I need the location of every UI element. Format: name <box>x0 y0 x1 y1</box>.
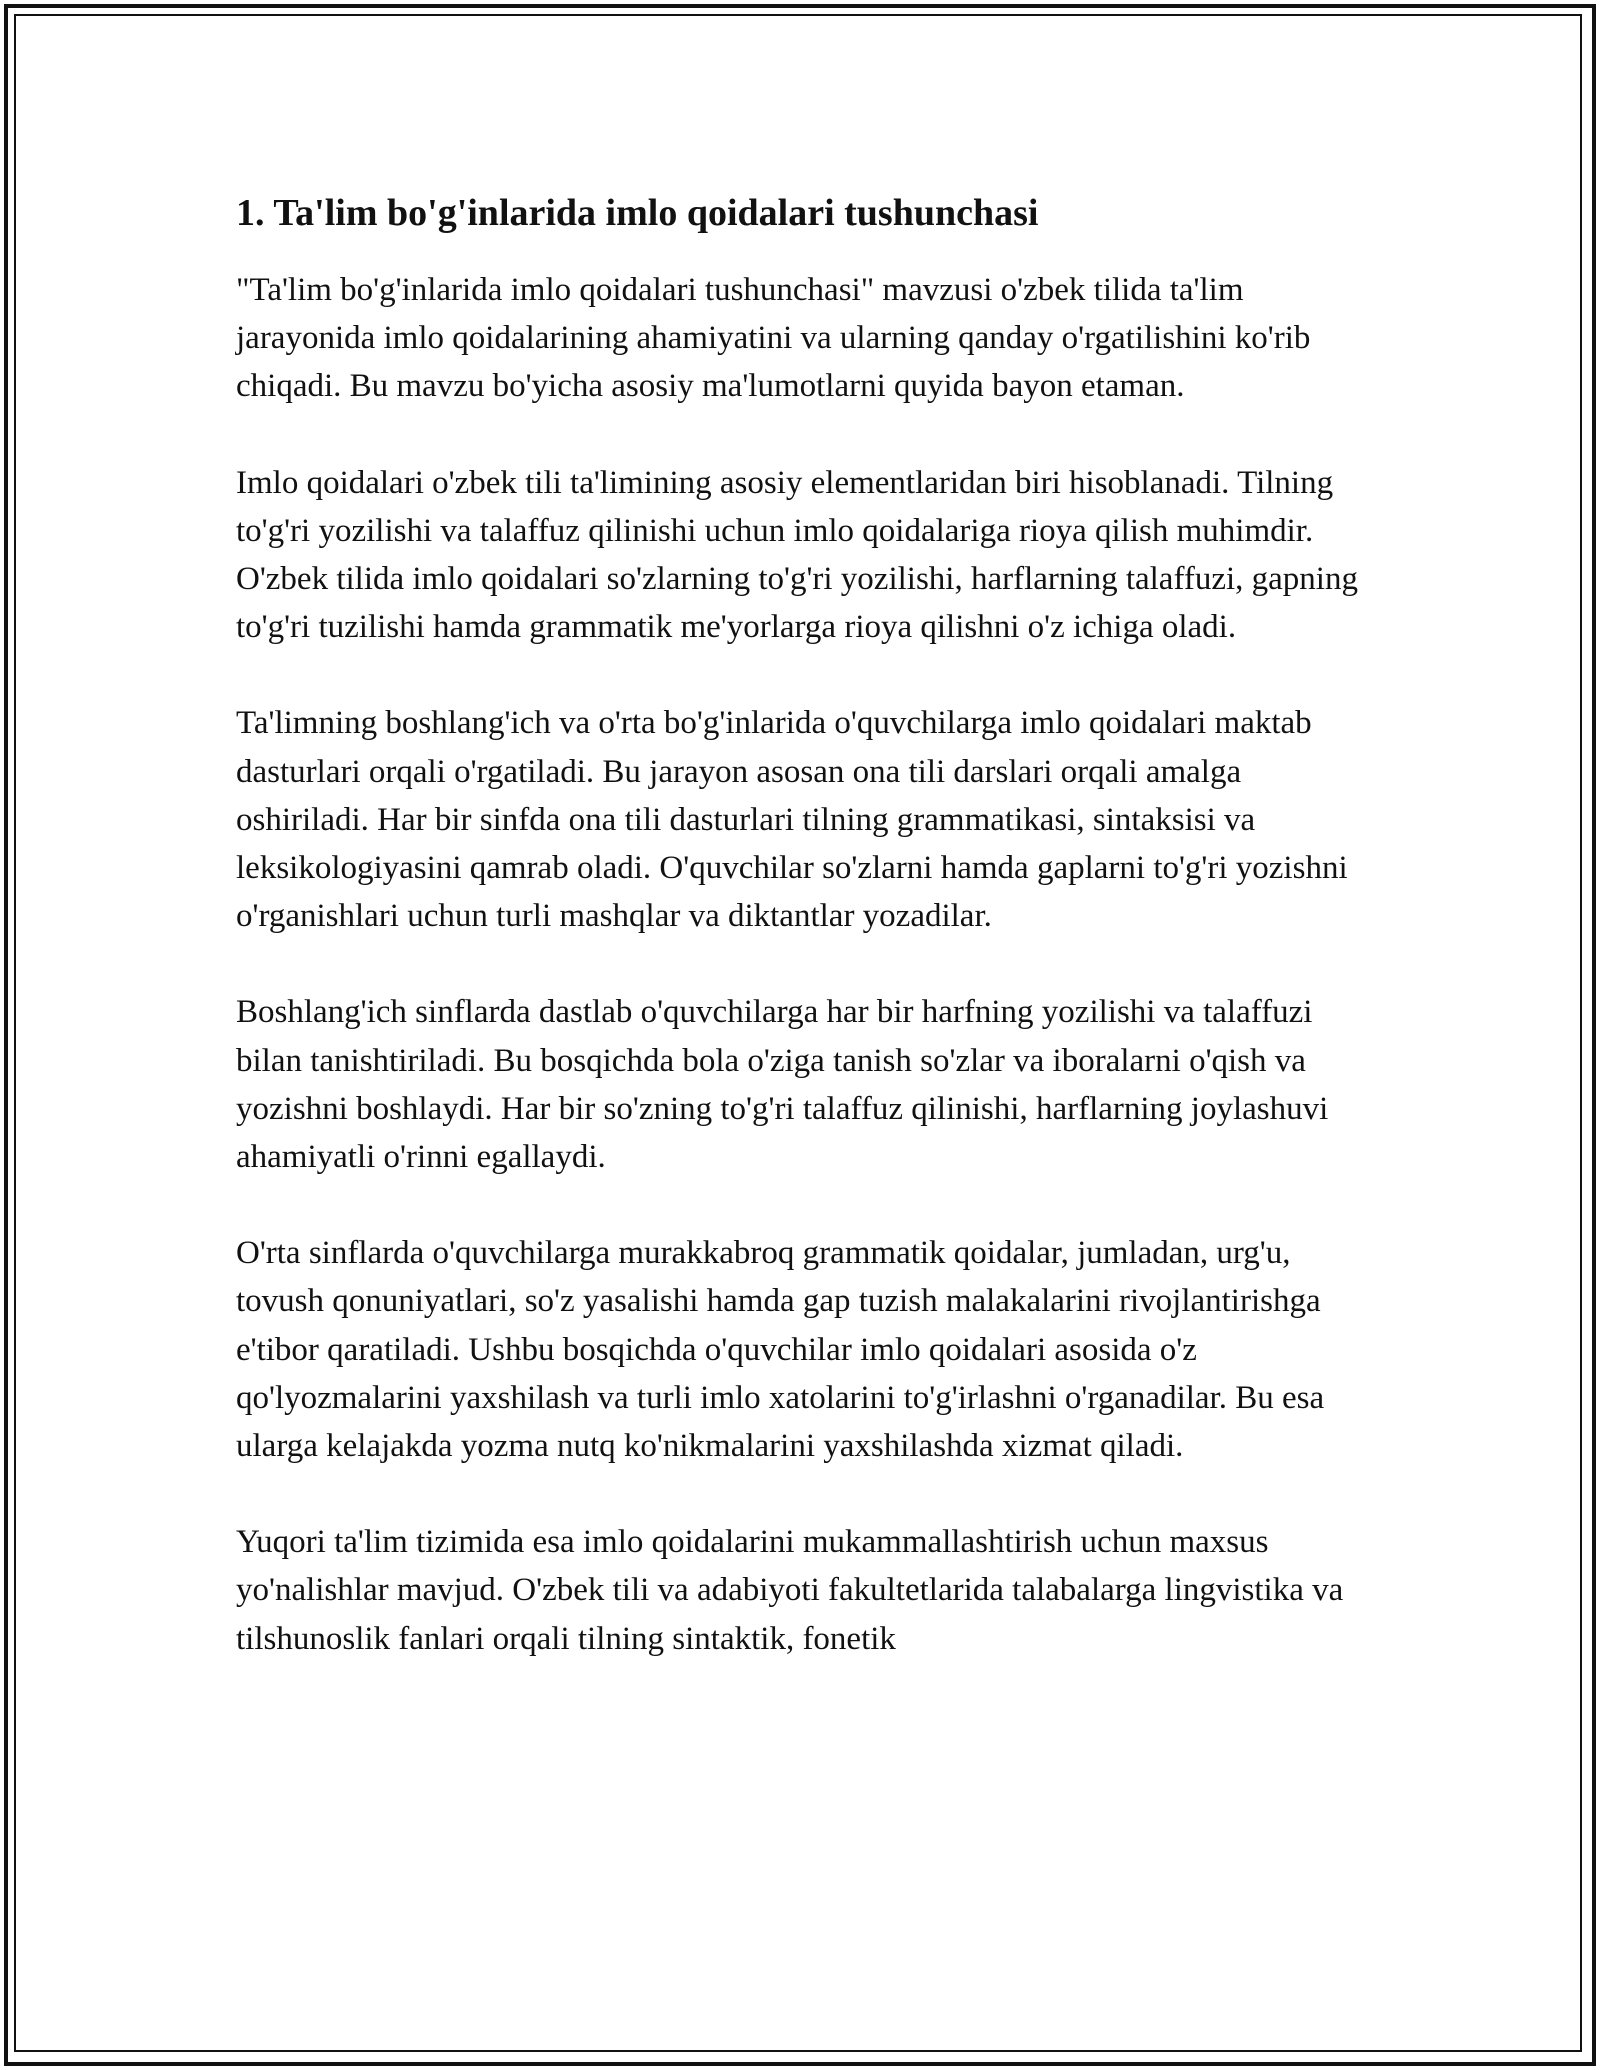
paragraph-boshlangich-orta: Ta'limning boshlang'ich va o'rta bo'g'inlarida o'quvchilarga imlo qoidalari maktab dasturlari orqali o'rgatiladi. Bu jarayon asosan ona tili darslari orqali amalga oshiriladi. Har bir sinfda ona tili dasturlari tilning grammatikasi, sintaksisi va leksikologiyasini qamrab oladi. O'quvchilar so'zlarni hamda gaplarni to'g'ri yozishni o'rganishlari uchun turli mashqlar va diktantlar yozadilar. <box>236 705 1348 935</box>
paragraph-imlo-qoidalari: Imlo qoidalari o'zbek tili ta'limining asosiy elementlaridan biri hisoblanadi. Tilning to'g'ri yozilishi va talaffuz qilinishi uchun imlo qoidalariga rioya qilish muhimdir. O'zbek tilida imlo qoidalari so'zlarning to'g'ri yozilishi, harflarning talaffuzi, gapning to'g'ri tuzilishi hamda grammatik me'yorlarga rioya qilishni o'z ichiga oladi. <box>236 464 1358 646</box>
document-body <box>236 186 1366 1711</box>
paragraph-orta-sinflar: O'rta sinflarda o'quvchilarga murakkabroq grammatik qoidalar, jumladan, urg'u, tovush qonuniyatlari, so'z yasalishi hamda gap tuzish malakalarini rivojlantirishga e'tibor qaratiladi. Ushbu bosqichda o'quvchilar imlo qoidalari asosida o'z qo'lyozmalarini yaxshilash va turli imlo xatolarini to'g'irlashni o'rganadilar. Bu esa ularga kelajakda yozma nutq ko'nikmalarini yaxshilashda xizmat qiladi. <box>236 1235 1325 1465</box>
page-title: 1. Ta'lim bo'g'inlarida imlo qoidalari tushunchasi <box>236 192 1039 234</box>
paragraph-boshlangich-sinflar: Boshlang'ich sinflarda dastlab o'quvchilarga har bir harfning yozilishi va talaffuzi bilan tanishtiriladi. Bu bosqichda bola o'ziga tanish so'zlar va iboralarni o'qish va yozishni boshlaydi. Har bir so'zning to'g'ri talaffuz qilinishi, harflarning joylashuvi ahamiyatli o'rinni egallaydi. <box>236 994 1329 1176</box>
paragraph-intro: "Ta'lim bo'g'inlarida imlo qoidalari tushunchasi" mavzusi o'zbek tilida ta'lim jarayonida imlo qoidalarining ahamiyatini va ularning qanday o'rgatilishini ko'rib chiqadi. Bu mavzu bo'yicha asosiy ma'lumotlarni quyida bayon etaman. <box>236 272 1311 405</box>
paragraph-yuqori-talim: Yuqori ta'lim tizimida esa imlo qoidalarini mukammallashtirish uchun maxsus yo'nalishlar mavjud. O'zbek tili va adabiyoti fakultetlarida talabalarga lingvistika va tilshunoslik fanlari orqali tilning sintaktik, fonetik <box>236 1524 1344 1657</box>
